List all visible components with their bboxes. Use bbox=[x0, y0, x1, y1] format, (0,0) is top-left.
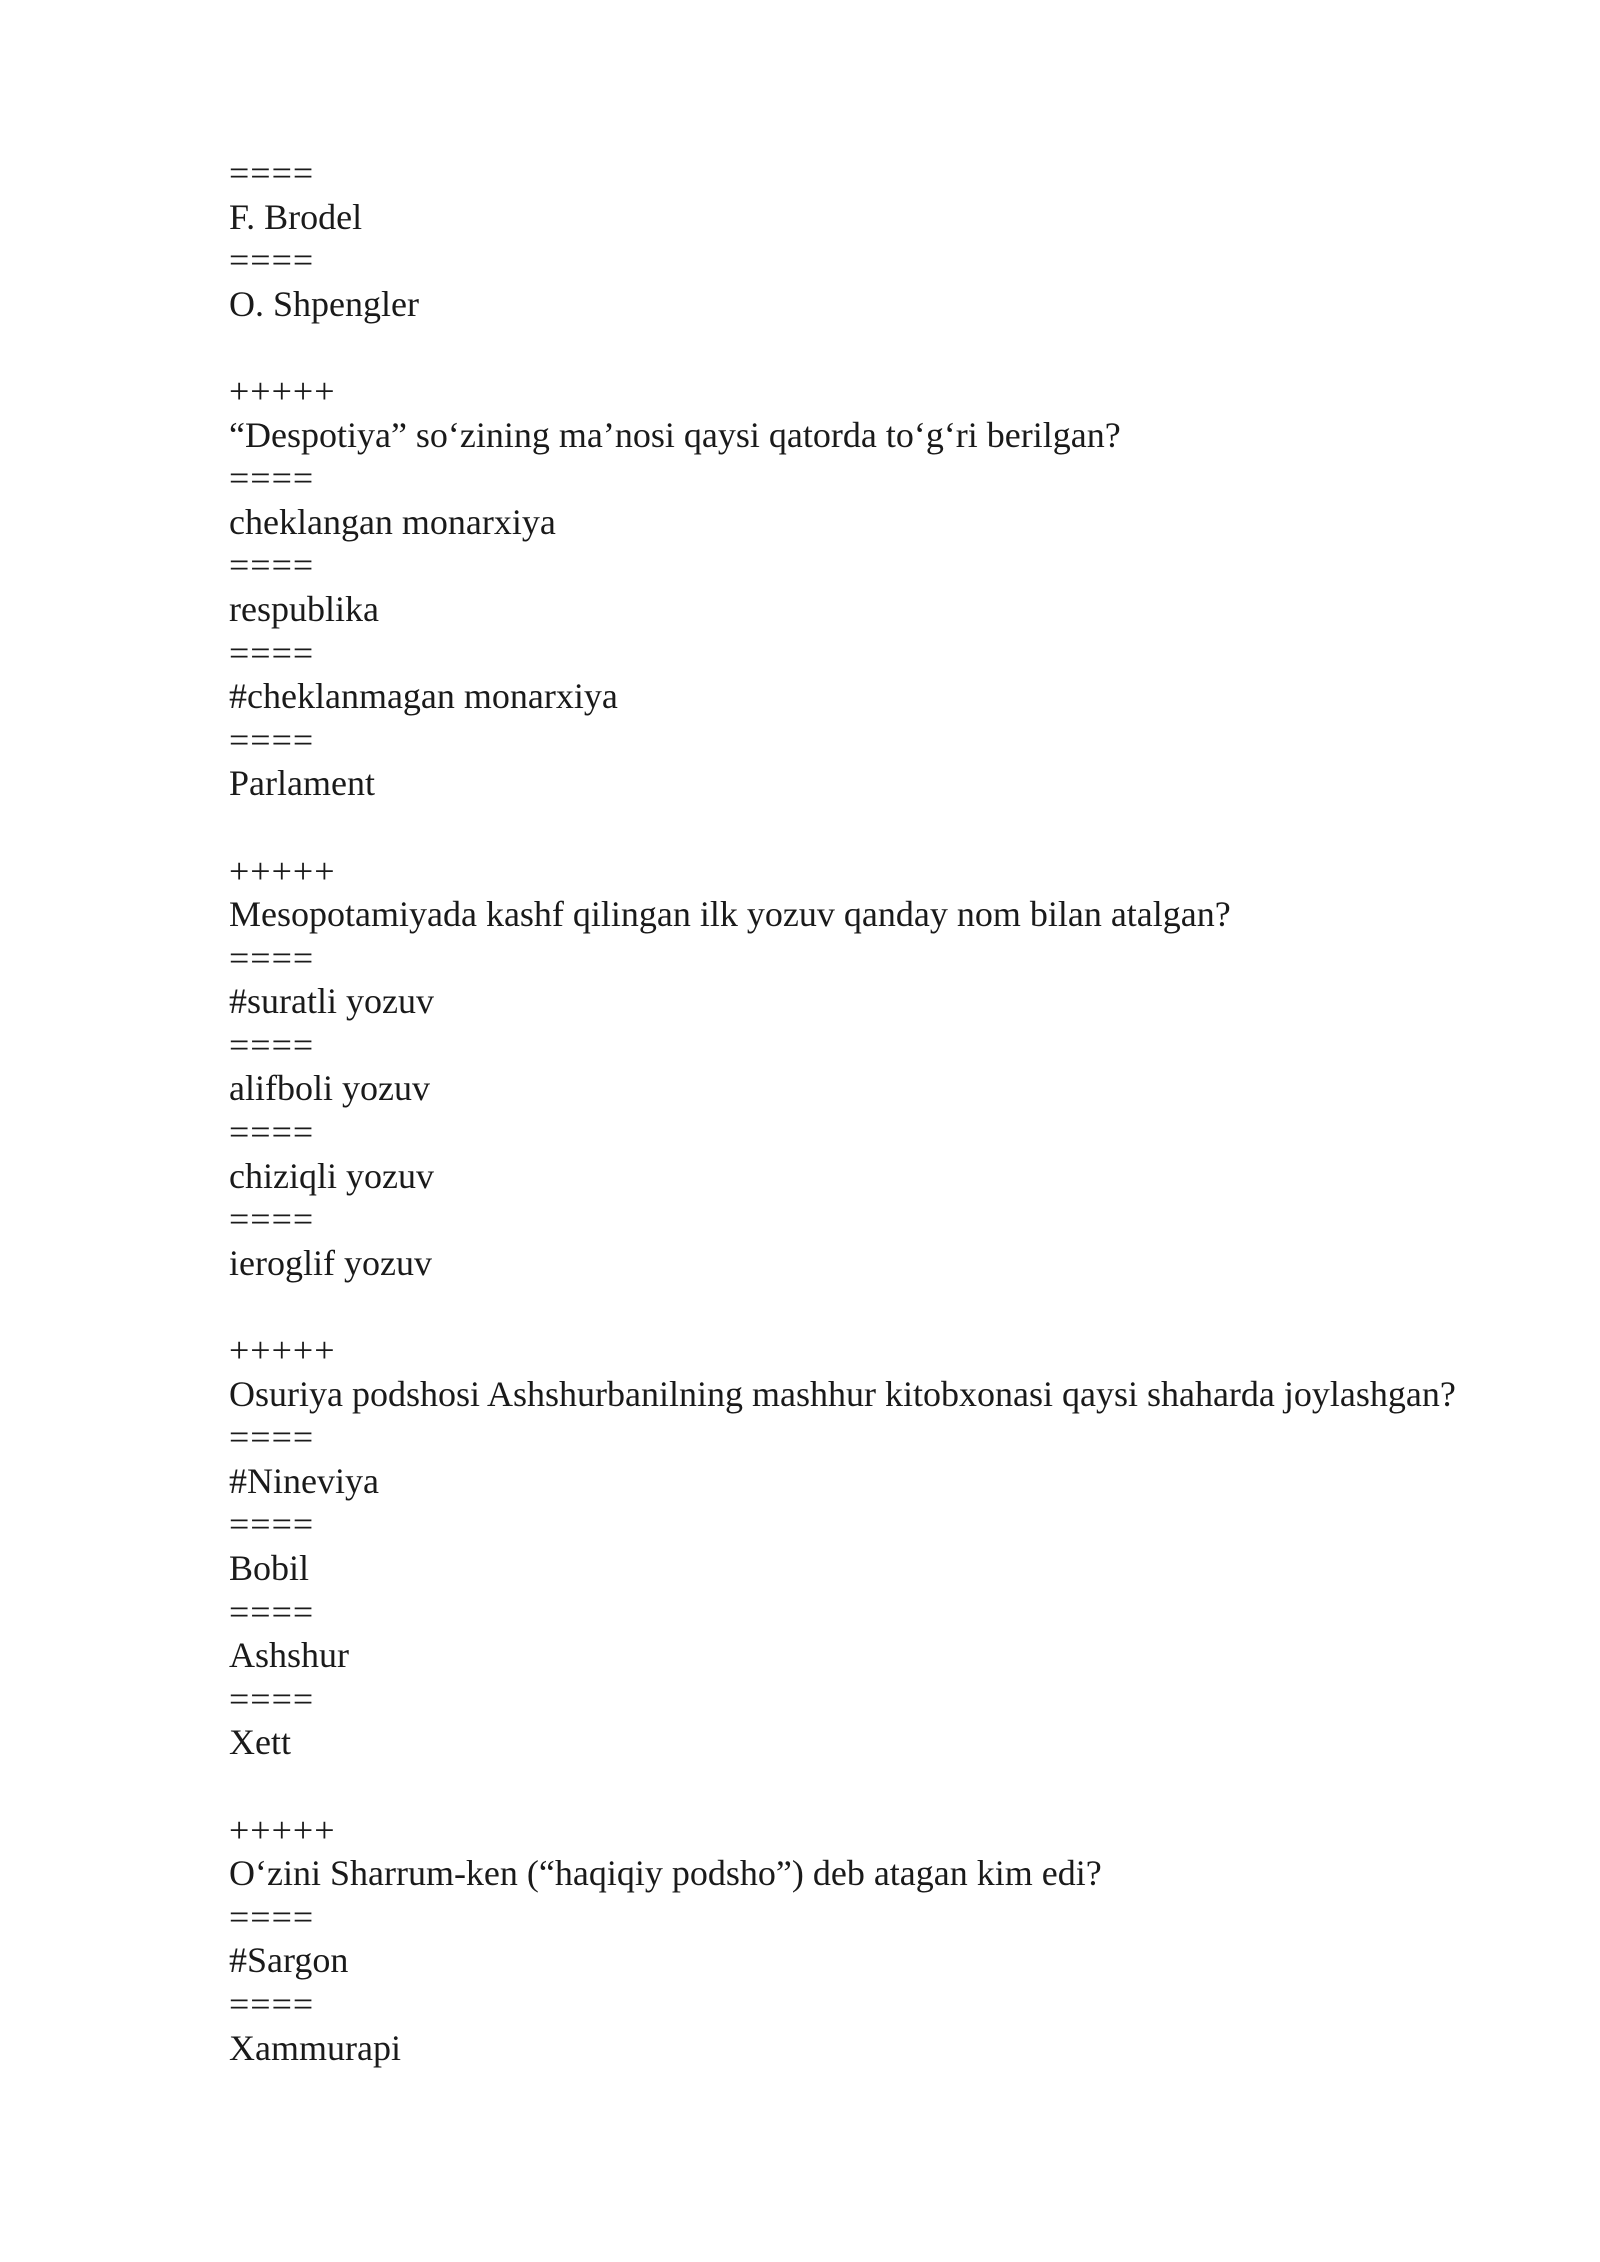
question-block bbox=[229, 152, 1491, 326]
question-text: “Despotiya” so‘zining ma’nosi qaysi qatorda to‘g‘ri berilgan? bbox=[229, 414, 1121, 455]
option-separator: ==== bbox=[229, 937, 315, 978]
answer-option: alifboli yozuv bbox=[229, 1068, 430, 1109]
option-separator: ==== bbox=[229, 1112, 315, 1153]
option-separator: ==== bbox=[229, 545, 315, 586]
answer-option: chiziqli yozuv bbox=[229, 1155, 434, 1196]
answer-option: ieroglif yozuv bbox=[229, 1242, 432, 1283]
option-separator: ==== bbox=[229, 458, 315, 499]
option-separator: ==== bbox=[229, 153, 315, 193]
correct-answer-option: #Sargon bbox=[229, 1940, 349, 1981]
question-block bbox=[229, 1765, 1491, 2070]
option-separator: ==== bbox=[229, 1504, 315, 1545]
answer-option: Ashshur bbox=[229, 1635, 350, 1676]
option-separator: ==== bbox=[229, 719, 315, 760]
question-separator: +++++ bbox=[229, 1330, 336, 1371]
answer-option: cheklangan monarxiya bbox=[229, 501, 556, 542]
question-separator: +++++ bbox=[229, 850, 336, 891]
question-separator: +++++ bbox=[229, 1809, 336, 1850]
answer-option: F. Brodel bbox=[229, 196, 363, 237]
option-separator: ==== bbox=[229, 1417, 315, 1458]
option-separator: ==== bbox=[229, 1983, 315, 2024]
document-page bbox=[229, 152, 1491, 2070]
option-separator: ==== bbox=[229, 240, 315, 281]
answer-option: Xett bbox=[229, 1722, 291, 1763]
option-separator: ==== bbox=[229, 1591, 315, 1632]
option-separator: ==== bbox=[229, 1199, 315, 1240]
question-text: O‘zini Sharrum-ken (“haqiqiy podsho”) deb atagan kim edi? bbox=[229, 1853, 1102, 1894]
option-separator: ==== bbox=[229, 1896, 315, 1937]
question-text: Mesopotamiyada kashf qilingan ilk yozuv qanday nom bilan atalgan? bbox=[229, 894, 1231, 935]
question-text: Osuriya podshosi Ashshurbanilning mashhur kitobxonasi qaysi shaharda joylashgan? bbox=[229, 1373, 1456, 1414]
correct-answer-option: #cheklanmagan monarxiya bbox=[229, 676, 618, 717]
block-gap bbox=[229, 1285, 1491, 1329]
question-separator: +++++ bbox=[229, 370, 336, 411]
question-block bbox=[229, 806, 1491, 1286]
answer-option: O. Shpengler bbox=[229, 283, 419, 324]
answer-option: Parlament bbox=[229, 763, 375, 804]
correct-answer-option: #suratli yozuv bbox=[229, 981, 434, 1022]
answer-option: Xammurapi bbox=[229, 2027, 401, 2068]
option-separator: ==== bbox=[229, 1024, 315, 1065]
answer-option: respublika bbox=[229, 588, 379, 629]
answer-option: Bobil bbox=[229, 1548, 310, 1588]
question-block bbox=[229, 326, 1491, 806]
block-gap bbox=[229, 806, 1491, 850]
option-separator: ==== bbox=[229, 1678, 315, 1719]
correct-answer-option: #Nineviya bbox=[229, 1460, 379, 1501]
block-gap bbox=[229, 1765, 1491, 1809]
block-gap bbox=[229, 326, 1491, 370]
option-separator: ==== bbox=[229, 632, 315, 673]
question-block bbox=[229, 1285, 1491, 1765]
